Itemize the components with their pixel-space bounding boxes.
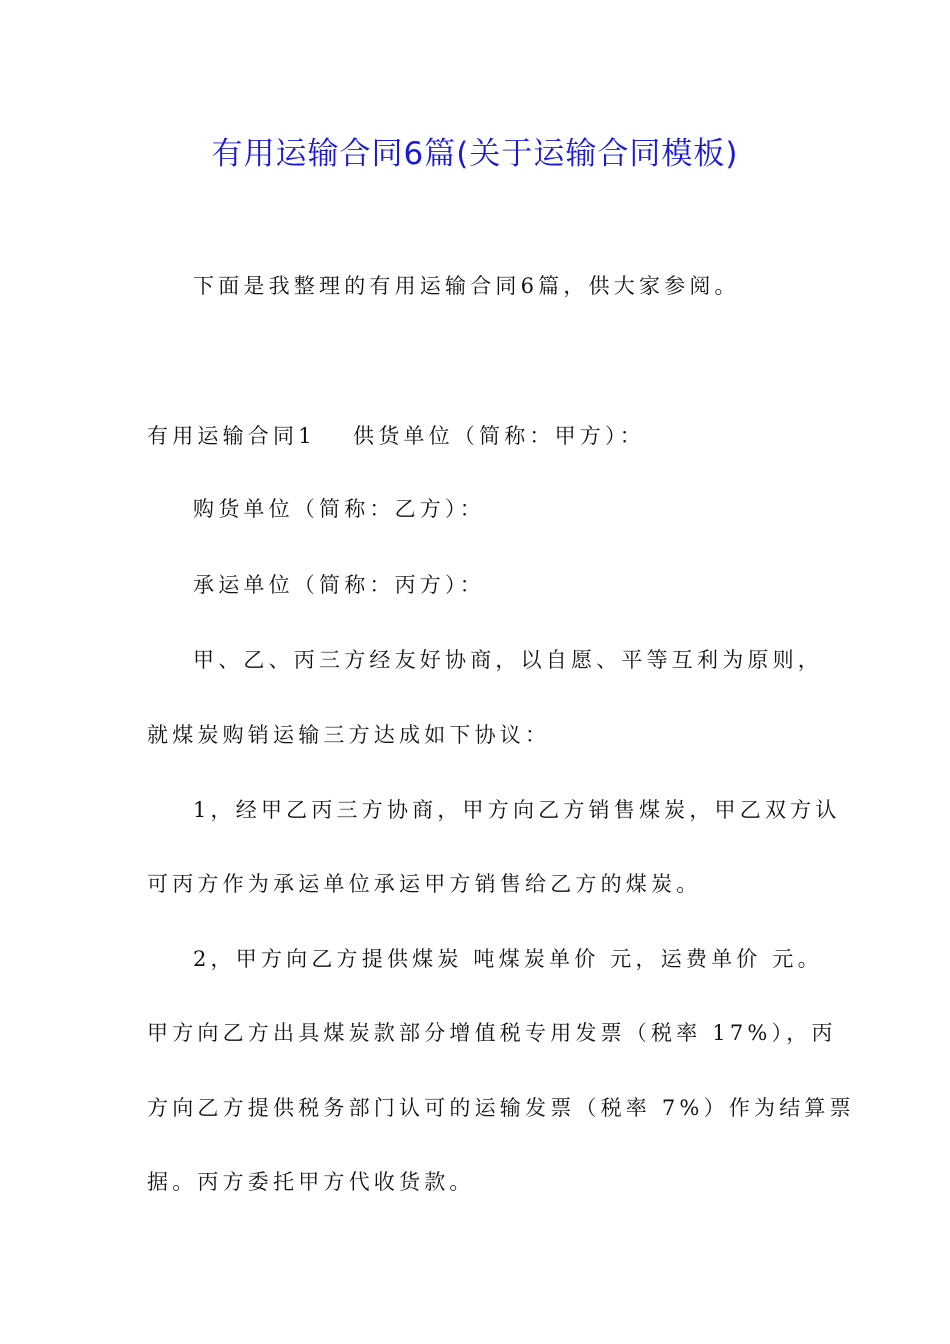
clause2-line-1: 2，甲方向乙方提供煤炭 吨煤炭单价 元，运费单价 元。 <box>193 947 823 971</box>
carrier-line: 承运单位（简称：丙方）： <box>193 573 485 597</box>
clause1-line-1: 1，经甲乙丙三方协商，甲方向乙方销售煤炭，甲乙双方认 <box>193 798 841 822</box>
buyer-line: 购货单位（简称：乙方）： <box>193 497 485 521</box>
intro-paragraph: 下面是我整理的有用运输合同6篇，供大家参阅。 <box>193 274 740 298</box>
clause2-line-3: 方向乙方提供税务部门认可的运输发票（税率 7%）作为结算票 <box>147 1096 855 1120</box>
document-title: 有用运输合同6篇(关于运输合同模板) <box>211 136 739 172</box>
clause2-line-4: 据。丙方委托甲方代收货款。 <box>147 1170 475 1194</box>
preamble-line-1: 甲、乙、丙三方经友好协商，以自愿、平等互利为原则， <box>193 648 823 672</box>
clause1-line-2: 可丙方作为承运单位承运甲方销售给乙方的煤炭。 <box>147 872 702 896</box>
section-heading: 有用运输合同1 <box>147 424 316 448</box>
clause2-line-2: 甲方向乙方出具煤炭款部分增值税专用发票（税率 17%），丙 <box>147 1021 837 1045</box>
supplier-line: 供货单位（简称：甲方）： <box>353 424 645 448</box>
preamble-line-2: 就煤炭购销运输三方达成如下协议： <box>147 723 551 747</box>
